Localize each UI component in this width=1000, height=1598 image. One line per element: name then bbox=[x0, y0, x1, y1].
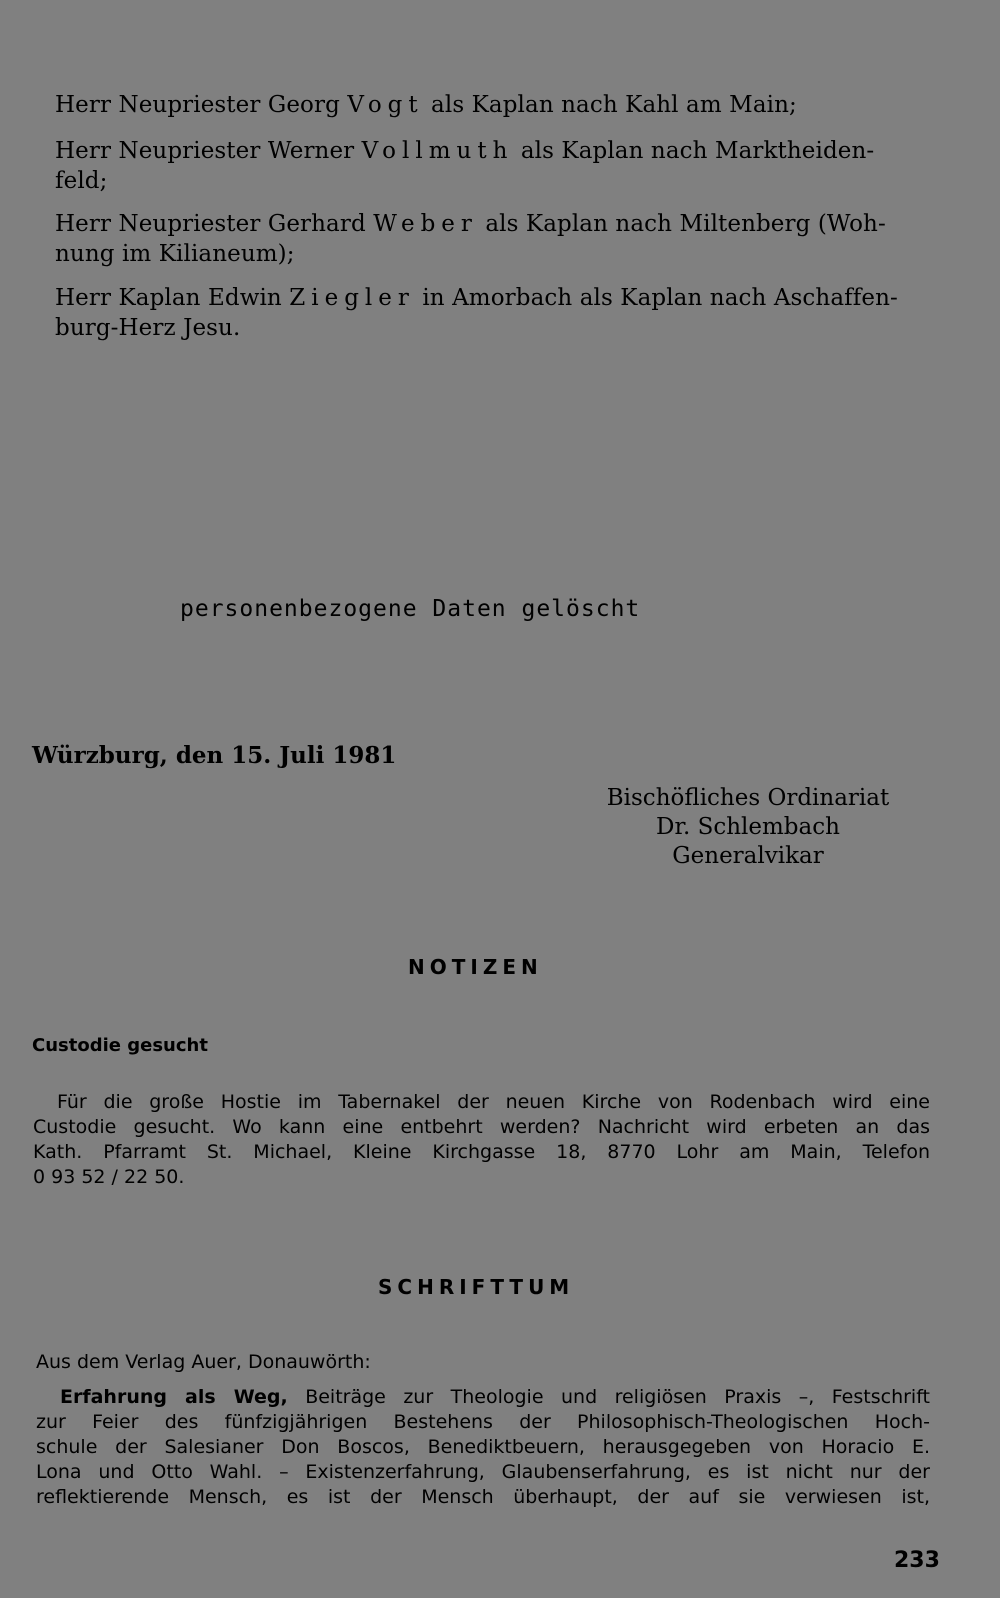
entry-vollmuth bbox=[55, 136, 925, 196]
schrifttum-heading: SCHRIFTTUM bbox=[378, 1275, 575, 1299]
paragraph-line: schule der Salesianer Don Boscos, Benediktbeuern, herausgegeben von Horacio E. bbox=[36, 1436, 930, 1458]
entry-surname: Vollmuth bbox=[361, 138, 514, 164]
book-title: Erfahrung als Weg, bbox=[60, 1386, 288, 1408]
paragraph-line: 0 93 52 / 22 50. bbox=[33, 1166, 185, 1188]
paragraph-line: Lona und Otto Wahl. – Existenzerfahrung, Glaubenserfahrung, es ist nicht nur der bbox=[36, 1461, 930, 1483]
entry-continuation: feld; bbox=[55, 168, 108, 194]
notizen-heading: NOTIZEN bbox=[408, 955, 543, 979]
notizen-subheading: Custodie gesucht bbox=[32, 1035, 208, 1056]
signature-line-1: Bischöfliches Ordinariat bbox=[606, 785, 890, 811]
entry-text: Herr Neupriester Gerhard bbox=[55, 211, 374, 237]
publisher-line: Aus dem Verlag Auer, Donauwörth: bbox=[36, 1351, 371, 1373]
paragraph-text: Beiträge zur Theologie und religiösen Praxis –, Festschrift bbox=[287, 1386, 931, 1408]
entry-text: als Kaplan nach Marktheiden- bbox=[513, 138, 875, 164]
entry-text: in Amorbach als Kaplan nach Aschaffen- bbox=[414, 285, 898, 311]
paragraph-line: Kath. Pfarramt St. Michael, Kleine Kirchgasse 18, 8770 Lohr am Main, Telefon bbox=[33, 1141, 930, 1163]
entry-surname: Vogt bbox=[347, 92, 424, 118]
entry-ziegler bbox=[55, 283, 925, 343]
date-line: Würzburg, den 15. Juli 1981 bbox=[32, 742, 397, 769]
schrifttum-paragraph bbox=[36, 1385, 930, 1510]
entry-continuation: burg-Herz Jesu. bbox=[55, 315, 241, 341]
paragraph-line: zur Feier des fünfzigjährigen Bestehens der Philosophisch-Theologischen Hoch- bbox=[36, 1411, 930, 1433]
entry-text: Herr Kaplan Edwin bbox=[55, 285, 290, 311]
signature-line-3: Generalvikar bbox=[672, 843, 824, 869]
signature-block bbox=[598, 784, 898, 871]
entry-continuation: nung im Kilianeum); bbox=[55, 241, 295, 267]
paragraph-line: Custodie gesucht. Wo kann eine entbehrt werden? Nachricht wird erbeten an das bbox=[33, 1116, 930, 1138]
entry-text: als Kaplan nach Miltenberg (Woh- bbox=[477, 211, 886, 237]
signature-line-2: Dr. Schlembach bbox=[656, 814, 840, 840]
entry-text: als Kaplan nach Kahl am Main; bbox=[423, 92, 797, 118]
entry-text: Herr Neupriester Werner bbox=[55, 138, 362, 164]
entry-weber bbox=[55, 209, 925, 269]
entry-surname: Weber bbox=[373, 211, 478, 237]
page-number: 233 bbox=[894, 1548, 940, 1573]
notizen-paragraph bbox=[33, 1090, 930, 1190]
paragraph-line: reflektierende Mensch, es ist der Mensch überhaupt, der auf sie verwiesen ist, bbox=[36, 1486, 930, 1508]
entry-surname: Ziegler bbox=[289, 285, 415, 311]
paragraph-line: Für die große Hostie im Tabernakel der neuen Kirche von Rodenbach wird eine bbox=[57, 1091, 930, 1113]
redaction-note: personenbezogene Daten gelöscht bbox=[180, 596, 641, 622]
paragraph-line bbox=[36, 1385, 930, 1410]
entry-text: Herr Neupriester Georg bbox=[55, 92, 348, 118]
entry-vogt bbox=[55, 90, 925, 120]
